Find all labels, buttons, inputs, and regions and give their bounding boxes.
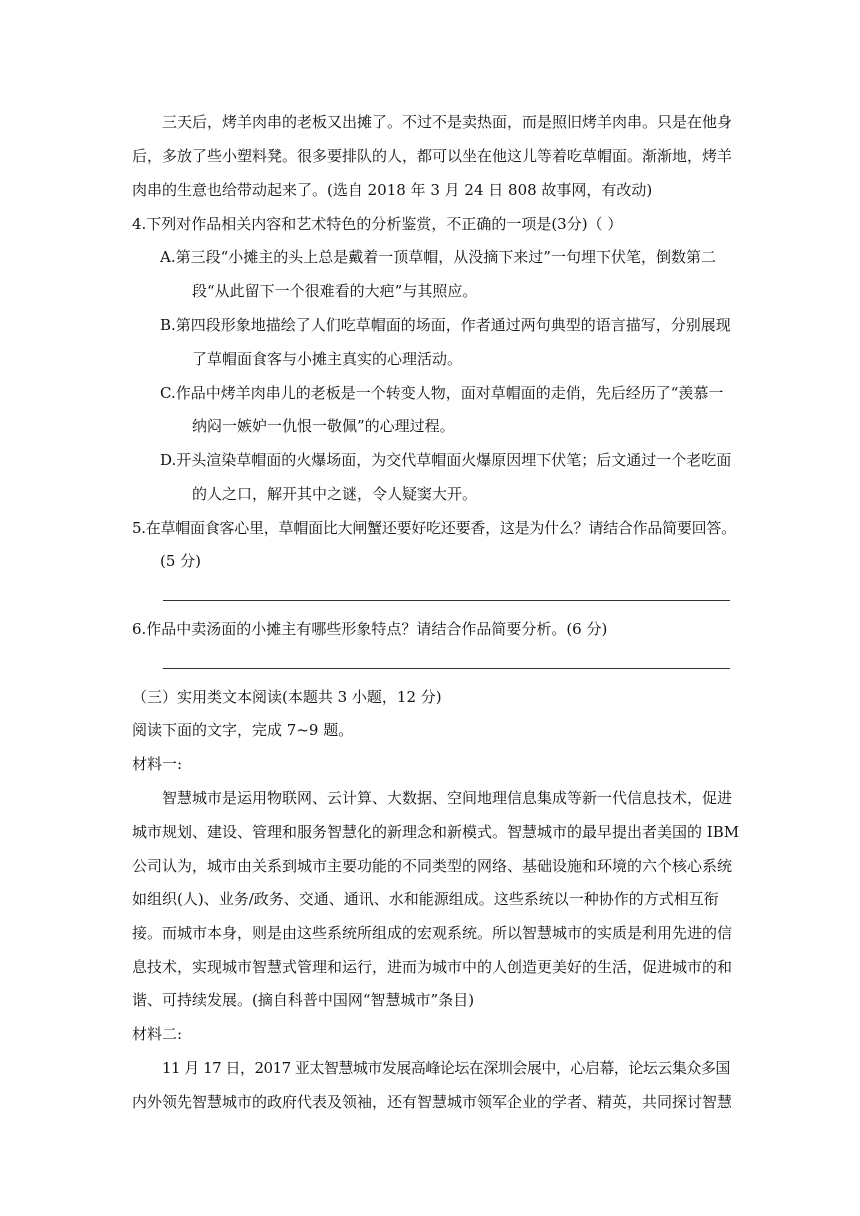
question-4-stem: 4.下列对作品相关内容和艺术特色的分析鉴赏，不正确的一项是(3分)（ ） (132, 215, 623, 233)
section-instruction: 阅读下面的文字，完成 7~9 题。 (132, 721, 354, 739)
material-1-label: 材料一: (132, 755, 183, 773)
q4-option-b-cont: 了草帽面食客与小摊主真实的心理活动。 (192, 350, 463, 368)
question-5-stem: 5.在草帽面食客心里，草帽面比大闸蟹还要好吃还要香，这是为什么？请结合作品简要回答。 (132, 519, 736, 537)
material-1-line: 智慧城市是运用物联网、云计算、大数据、空间地理信息集成等新一代信息技术，促进 (162, 789, 733, 807)
question-5-score: (5 分) (160, 552, 202, 570)
material-1-line: 息技术，实现城市智慧式管理和运行，进而为城市中的人创造更美好的生活，促进城市的和 (132, 958, 733, 976)
q4-option-b: B.第四段形象地描绘了人们吃草帽面的场面，作者通过两句典型的语言描写，分别展现 (160, 316, 731, 334)
material-2-line: 11 月 17 日，2017 亚太智慧城市发展高峰论坛在深圳会展中，心启幕，论坛云集众多国 (162, 1059, 730, 1077)
material-2-line: 内外领先智慧城市的政府代表及领袖，还有智慧城市领军企业的学者、精英，共同探讨智慧 (132, 1093, 733, 1111)
material-1-line: 谐、可持续发展。(摘自科普中国网“智慧城市”条目) (132, 991, 475, 1009)
material-2-label: 材料二: (132, 1025, 183, 1043)
q4-option-a: A.第三段“小摊主的头上总是戴着一顶草帽，从没摘下来过”一句埋下伏笔，倒数第二 (160, 248, 716, 266)
material-1-line: 公司认为，城市由关系到城市主要功能的不同类型的网络、基础设施和环境的六个核心系统 (132, 857, 733, 875)
material-1-line: 城市规划、建设、管理和服务智慧化的新理念和新模式。智慧城市的最早提出者美国的 IBM (132, 823, 740, 841)
q4-option-c: C.作品中烤羊肉串儿的老板是一个转变人物，面对草帽面的走俏，先后经历了“羡慕一 (160, 384, 724, 402)
question-6-stem: 6.作品中卖汤面的小摊主有哪些形象特点？请结合作品简要分析。(6 分) (132, 620, 608, 638)
section-heading: （三）实用类文本阅读(本题共 3 小题，12 分) (132, 688, 442, 706)
material-1-line: 如组织(人)、业务/政务、交通、通讯、水和能源组成。这些系统以一种协作的方式相互衔 (132, 890, 719, 908)
material-1-line: 接。而城市本身，则是由这些系统所组成的宏观系统。所以智慧城市的实质是利用先进的信 (132, 924, 733, 942)
story-line: 后，多放了些小塑料凳。很多要排队的人，都可以坐在他这儿等着吃草帽面。渐渐地，烤羊 (132, 147, 733, 165)
story-line: 三天后，烤羊肉串的老板又出摊了。不过不是卖热面，而是照旧烤羊肉串。只是在他身 (162, 113, 733, 131)
q4-option-d-cont: 的人之口，解开其中之谜，令人疑窦大开。 (192, 485, 478, 503)
answer-line (163, 668, 730, 669)
story-line: 肉串的生意也给带动起来了。(选自 2018 年 3 月 24 日 808 故事网，有改动) (132, 181, 653, 199)
q4-option-a-cont: 段“从此留下一个很难看的大疤”与其照应。 (192, 282, 478, 300)
q4-option-d: D.开头渲染草帽面的火爆场面，为交代草帽面火爆原因埋下伏笔；后文通过一个老吃面 (160, 451, 732, 469)
q4-option-c-cont: 纳闷一嫉妒一仇恨一敬佩”的心理过程。 (192, 417, 455, 435)
answer-line (163, 600, 730, 601)
